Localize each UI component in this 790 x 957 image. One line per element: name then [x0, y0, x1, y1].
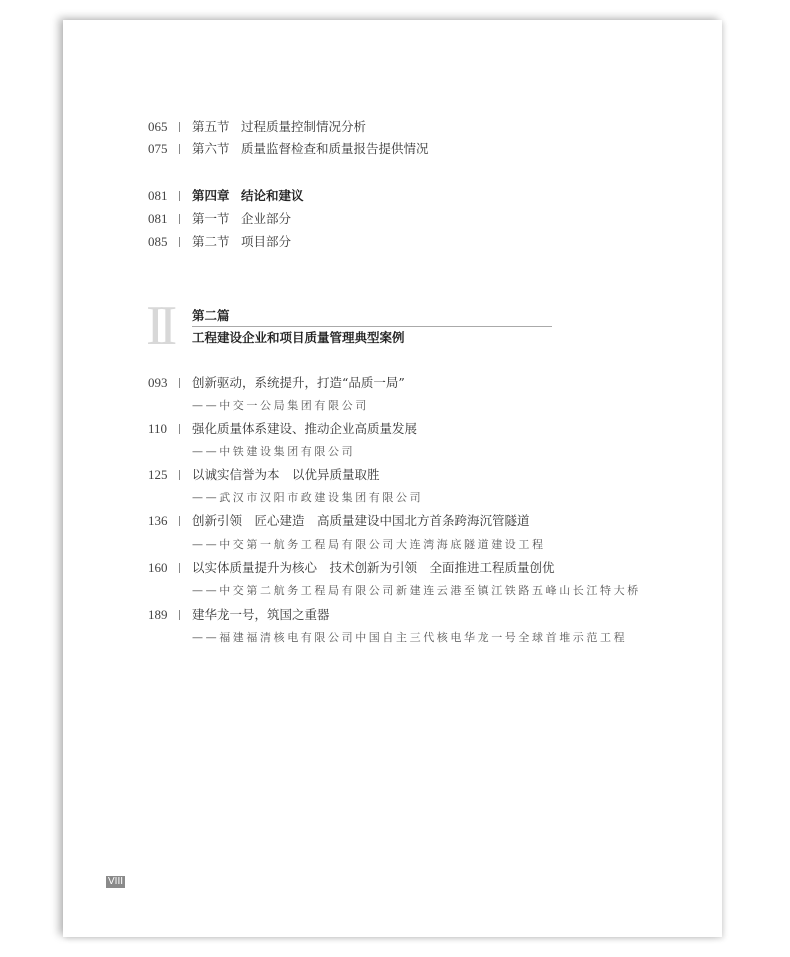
case-title: 强化质量体系建设、推动企业高质量发展	[192, 421, 418, 436]
section-label: 第二节	[192, 234, 230, 249]
section-label: 第五节	[192, 119, 230, 134]
case-org: ——福建福清核电有限公司中国自主三代核电华龙一号全球首堆示范工程	[192, 631, 628, 644]
part-title: 工程建设企业和项目质量管理典型案例	[192, 330, 405, 345]
divider	[179, 378, 180, 388]
section-label: 第一节	[192, 211, 230, 226]
case-title: 创新驱动，系统提升，打造“品质一局”	[192, 375, 405, 390]
page-number: 081	[148, 211, 168, 226]
page-number: 085	[148, 234, 168, 249]
page-number: 110	[148, 421, 168, 436]
case-entry[interactable]	[148, 465, 380, 485]
toc-entry[interactable]	[148, 139, 429, 159]
page-number: 081	[148, 188, 168, 203]
case-org: ——中交一公局集团有限公司	[192, 399, 369, 412]
page-number: 065	[148, 119, 168, 134]
folio-page-number: VIII	[108, 876, 124, 887]
toc-entry[interactable]	[148, 232, 291, 252]
page-number: 136	[148, 513, 168, 528]
case-title: 以诚实信誉为本 以优异质量取胜	[192, 467, 380, 482]
toc-entry[interactable]	[148, 117, 366, 137]
page-number: 160	[148, 560, 168, 575]
divider	[179, 122, 180, 132]
case-entry[interactable]	[148, 558, 555, 578]
divider	[179, 563, 180, 573]
page-number: 189	[148, 607, 168, 622]
case-org: ——中交第二航务工程局有限公司新建连云港至镇江铁路五峰山长江特大桥	[192, 584, 641, 597]
chapter-label: 第四章	[192, 188, 230, 203]
divider	[179, 610, 180, 620]
case-entry[interactable]	[148, 605, 330, 625]
page-number: 075	[148, 141, 168, 156]
divider	[179, 424, 180, 434]
toc-chapter[interactable]	[148, 186, 304, 206]
section-label: 第六节	[192, 141, 230, 156]
case-title: 建华龙一号，筑国之重器	[192, 607, 330, 622]
entry-title: 项目部分	[241, 234, 292, 249]
toc-entry[interactable]	[148, 209, 291, 229]
case-title: 创新引领 匠心建造 高质量建设中国北方首条跨海沉管隧道	[192, 513, 530, 528]
case-entry[interactable]	[148, 373, 405, 393]
entry-title: 质量监督检查和质量报告提供情况	[241, 141, 429, 156]
case-org: ——中铁建设集团有限公司	[192, 445, 356, 458]
case-org: ——中交第一航务工程局有限公司大连湾海底隧道建设工程	[192, 538, 546, 551]
part-rule	[192, 326, 552, 327]
divider	[179, 191, 180, 201]
entry-title: 企业部分	[241, 211, 292, 226]
page-number: 125	[148, 467, 168, 482]
entry-title: 过程质量控制情况分析	[241, 119, 367, 134]
page-number: 093	[148, 375, 168, 390]
divider	[179, 470, 180, 480]
part-label: 第二篇	[192, 308, 230, 323]
case-title: 以实体质量提升为核心 技术创新为引领 全面推进工程质量创优	[192, 560, 555, 575]
case-entry[interactable]	[148, 511, 530, 531]
case-org: ——武汉市汉阳市政建设集团有限公司	[192, 491, 424, 504]
case-entry[interactable]	[148, 419, 417, 439]
divider	[179, 237, 180, 247]
part-roman-numeral: II	[146, 295, 172, 357]
divider	[179, 214, 180, 224]
divider	[179, 144, 180, 154]
divider	[179, 516, 180, 526]
chapter-title: 结论和建议	[241, 188, 304, 203]
